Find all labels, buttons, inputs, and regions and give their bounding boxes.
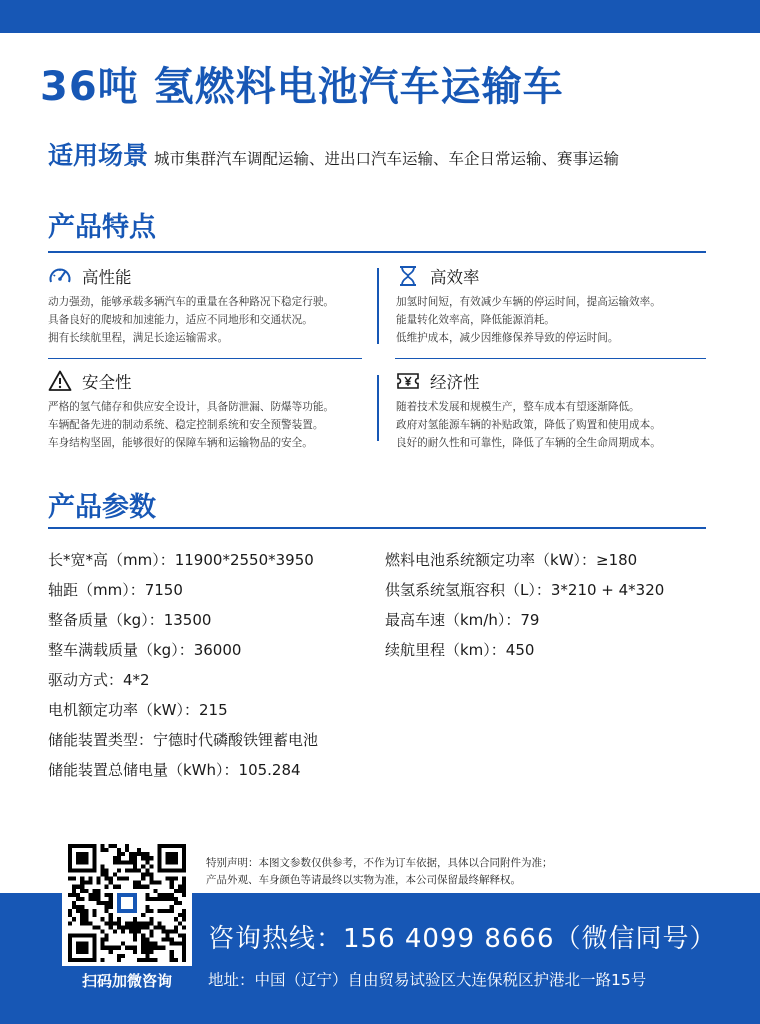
hourglass-icon [396,264,420,288]
feature-line: 车身结构坚固，能够很好的保障车辆和运输物品的安全。 [48,437,313,449]
feature-high-performance [48,263,368,347]
features-section-title: 产品特点 [48,212,156,243]
qr-caption: 扫码加微咨询 [81,972,172,990]
feature-line: 严格的氢气储存和供应安全设计，具备防泄漏、防爆等功能。 [48,401,335,413]
yen-ticket-icon [396,369,420,393]
feature-line: 具备良好的爬坡和加速能力，适应不同地形和交通状况。 [48,314,313,326]
params-section-title: 产品参数 [48,492,156,523]
disclaimer-line: 特别声明：本图文参数仅供参考，不作为订车依据，具体以合同附件为准； [206,857,553,869]
feature-safety [48,368,368,452]
feature-name: 经济性 [430,373,480,392]
page-title: 36吨 氢燃料电池汽车运输车 [40,64,564,110]
features-vertical-divider-bottom [377,375,379,441]
param-curb-weight: 整备质量（kg）：13500 [48,611,212,629]
feature-line: 车辆配备先进的制动系统、稳定控制系统和安全预警装置。 [48,419,324,431]
feature-line: 随着技术发展和规模生产，整车成本有望逐渐降低。 [396,401,640,413]
param-wheelbase: 轴距（mm）：7150 [48,581,183,599]
scene-label: 适用场景 [48,141,149,170]
param-storage-capacity: 储能装置总储电量（kWh）：105.284 [48,761,301,779]
param-motor-power: 电机额定功率（kW）：215 [48,701,228,719]
application-scene [48,136,619,172]
param-max-speed: 最高车速（km/h）：79 [385,611,540,629]
address: 地址：中国（辽宁）自由贸易试验区大连保税区护港北一路15号 [208,971,647,989]
feature-line: 低维护成本，减少因维修保养导致的停运时间。 [396,332,619,344]
feature-economy [396,368,716,452]
scene-text: 城市集群汽车调配运输、进出口汽车运输、车企日常运输、赛事运输 [154,150,620,168]
top-banner [0,0,760,33]
param-hydrogen-tank-volume: 供氢系统氢瓶容积（L）：3*210 + 4*320 [385,581,665,599]
feature-name: 高性能 [82,268,132,287]
features-divider-right [395,358,706,359]
param-fuel-cell-power: 燃料电池系统额定功率（kW）：≥180 [385,551,638,569]
features-divider-left [48,358,362,359]
feature-line: 政府对氢能源车辆的补贴政策，降低了购置和使用成本。 [396,419,661,431]
param-range: 续航里程（km）：450 [385,641,535,659]
feature-line: 加氢时间短，有效减少车辆的停运时间，提高运输效率。 [396,296,661,308]
disclaimer-line: 产品外观、车身颜色等请最终以实物为准，本公司保留最终解释权。 [206,874,521,886]
params-divider [48,527,706,529]
hotline[interactable]: 咨询热线：156 4099 8666（微信同号） [208,924,717,954]
disclaimer [206,855,553,889]
feature-line: 动力强劲，能够承载多辆汽车的重量在各种路况下稳定行驶。 [48,296,335,308]
feature-line: 拥有长续航里程，满足长途运输需求。 [48,332,229,344]
param-gross-weight: 整车满载质量（kg）：36000 [48,641,242,659]
feature-high-efficiency [396,263,716,347]
param-storage-type: 储能装置类型：宁德时代磷酸铁锂蓄电池 [48,731,319,749]
qr-code-icon [66,844,188,962]
feature-line: 良好的耐久性和可靠性，降低了车辆的全生命周期成本。 [396,437,661,449]
feature-name: 高效率 [430,268,480,287]
gauge-icon [48,264,72,288]
param-dimensions: 长*宽*高（mm）：11900*2550*3950 [48,551,314,569]
warning-icon [48,369,72,393]
feature-line: 能量转化效率高，降低能源消耗。 [396,314,555,326]
param-drive-type: 驱动方式：4*2 [48,671,150,689]
features-divider [48,251,706,253]
feature-name: 安全性 [82,373,132,392]
wechat-qr-code[interactable] [62,840,192,966]
features-vertical-divider-top [377,268,379,344]
